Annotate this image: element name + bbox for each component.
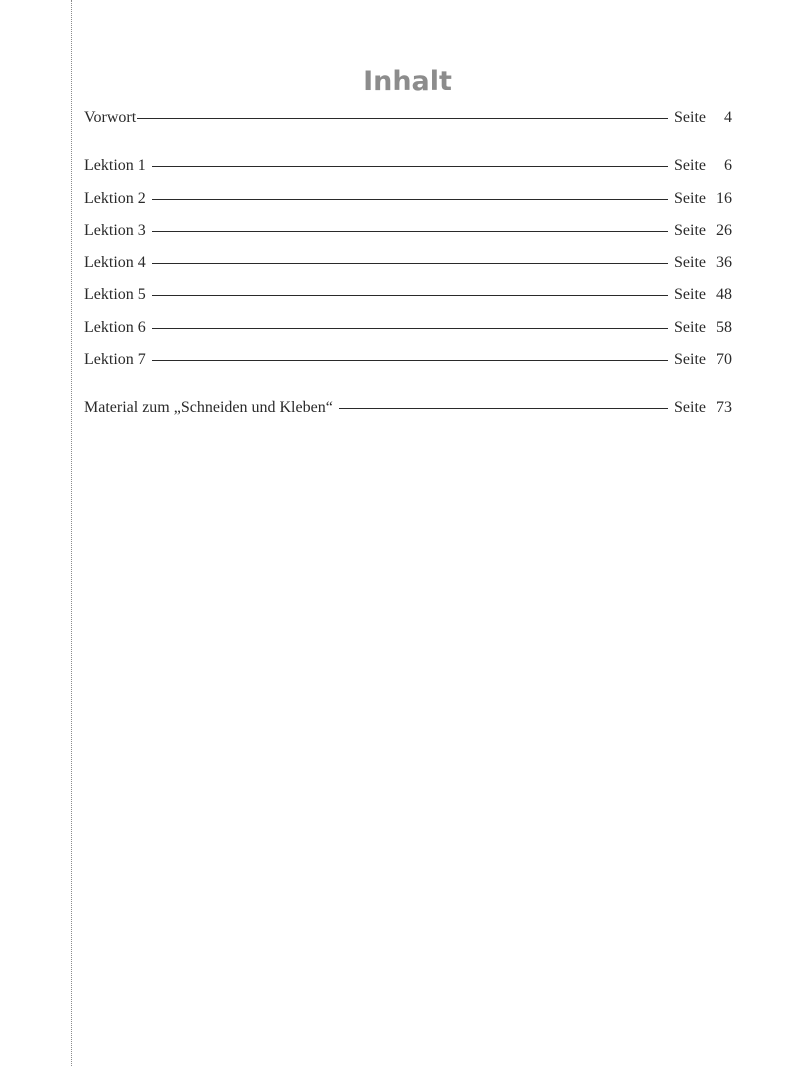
page-title: Inhalt [363, 66, 452, 98]
toc-page-number: 70 [716, 351, 732, 369]
toc-leader-line [152, 328, 668, 329]
toc-entry-page [674, 219, 732, 243]
toc-entry-label: Lektion 5 [84, 286, 146, 304]
toc-entry-label: Lektion 4 [84, 254, 146, 272]
toc-entry-page [674, 348, 732, 372]
toc-leader-line [137, 118, 668, 119]
toc-page-label: Seite [674, 221, 706, 239]
toc-entry-lektion-6[interactable] [84, 316, 732, 348]
toc-leader-line [152, 199, 668, 200]
toc-entry-label: Lektion 7 [84, 351, 146, 369]
toc-page-number: 73 [716, 399, 732, 417]
toc-page-label: Seite [674, 254, 706, 272]
toc-entry-material[interactable] [84, 396, 732, 428]
toc-page-number: 58 [716, 318, 732, 336]
toc-leader-line [152, 263, 668, 264]
toc-leader-line [152, 231, 668, 232]
toc-entry-lektion-5[interactable] [84, 283, 732, 315]
toc-page-number: 16 [716, 189, 732, 207]
table-of-contents [84, 106, 732, 429]
toc-entry-label: Lektion 3 [84, 221, 146, 239]
toc-page-number: 4 [724, 109, 732, 126]
toc-entry-lektion-2[interactable] [84, 187, 732, 219]
toc-page-label: Seite [674, 109, 706, 126]
toc-leader-line [152, 360, 668, 361]
toc-page-label: Seite [674, 318, 706, 336]
toc-entry-page [674, 251, 732, 275]
toc-entry-page [674, 106, 732, 130]
toc-entry-lektion-3[interactable] [84, 219, 732, 251]
toc-leader-line [152, 166, 668, 167]
toc-entry-label: Vorwort [84, 109, 137, 126]
toc-page-label: Seite [674, 189, 706, 207]
toc-entry-lektion-1[interactable] [84, 154, 732, 186]
toc-leader-line [339, 408, 668, 409]
toc-entry-label: Lektion 2 [84, 189, 146, 207]
page-margin-line [71, 0, 72, 1066]
toc-entry-page [674, 316, 732, 340]
toc-entry-lektion-4[interactable] [84, 251, 732, 283]
toc-page-label: Seite [674, 399, 706, 417]
toc-page-number: 48 [716, 286, 732, 304]
toc-entry-page [674, 187, 732, 211]
toc-leader-line [152, 295, 668, 296]
toc-page-label: Seite [674, 286, 706, 304]
toc-page-number: 6 [724, 157, 732, 175]
toc-entry-label: Lektion 6 [84, 318, 146, 336]
toc-page-number: 36 [716, 254, 732, 272]
toc-entry-vorwort[interactable] [84, 106, 732, 138]
toc-entry-lektion-7[interactable] [84, 348, 732, 380]
toc-page-number: 26 [716, 221, 732, 239]
toc-entry-page [674, 154, 732, 178]
toc-entry-page [674, 396, 732, 420]
toc-entry-label: Lektion 1 [84, 157, 146, 175]
toc-page-label: Seite [674, 351, 706, 369]
toc-page-label: Seite [674, 157, 706, 175]
toc-entry-label: Material zum „Schneiden und Kleben“ [84, 399, 333, 417]
toc-entry-page [674, 283, 732, 307]
